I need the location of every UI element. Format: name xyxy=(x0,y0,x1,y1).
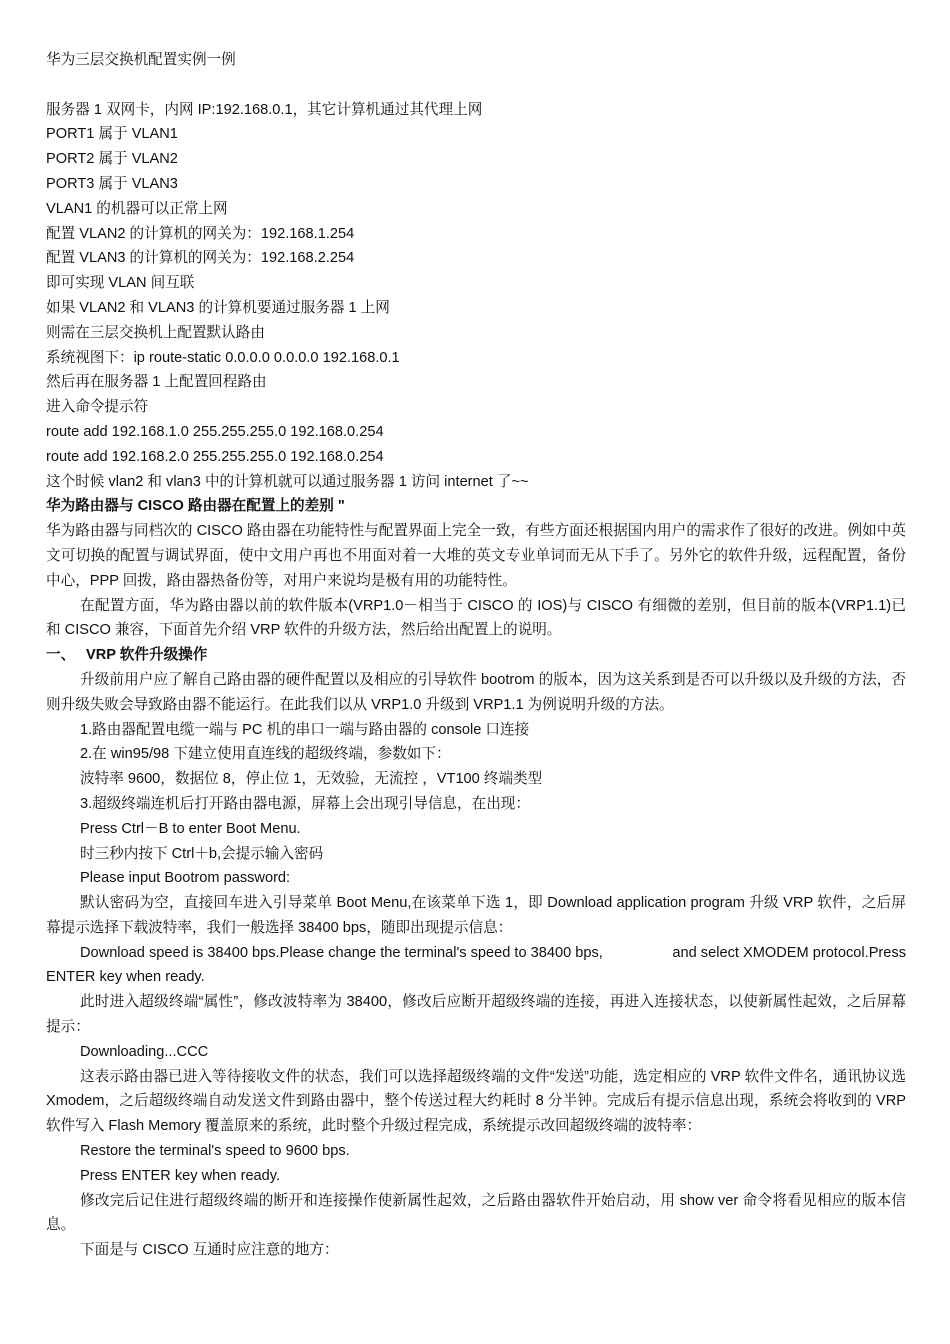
doc-line: 然后再在服务器 1 上配置回程路由 xyxy=(46,374,267,391)
terminal-params: 波特率 9600，数据位 8，停止位 1，无效验，无流控 ，VT100 终端类型 xyxy=(80,771,543,788)
downloading-status: Downloading...CCC xyxy=(80,1043,209,1060)
waiting-paragraph: 这表示路由器已进入等待接收文件的状态，我们可以选择超级终端的文件“发送”功能，选定相应的 VRP 软件文件名，通讯协议选 Xmodem，之后超级终端自动发送文件到路由器中，整个传送过程大约耗时 8 分半钟。完成后有提示信息出现，系统会将收到的 VRP 软件写入 Flash Memory 覆盖原来的系统，此时整个升级过程完成，系统提示改回超级终端的波特率： xyxy=(46,1068,906,1135)
attributes-paragraph: 此时进入超级终端“属性”，修改波特率为 38400，修改后应断开超级终端的连接，再进入连接状态，以使新属性起效，之后屏幕提示： xyxy=(46,994,906,1036)
within-3-seconds: 时三秒内按下 Ctrl＋b,会提示输入密码 xyxy=(80,845,324,862)
doc-line: 系统视图下：ip route-static 0.0.0.0 0.0.0.0 192.168.0.1 xyxy=(46,349,400,366)
doc-line: 这个时候 vlan2 和 vlan3 中的计算机就可以通过服务器 1 访问 internet 了~~ xyxy=(46,473,529,490)
enter-key-ready: ENTER key when ready. xyxy=(46,969,205,986)
config-paragraph: 在配置方面，华为路由器以前的软件版本(VRP1.0－相当于 CISCO 的 IOS)与 CISCO 有细微的差别，但目前的版本(VRP1.1)已和 CISCO 兼容，下面首先介绍 VRP 软件的升级方法，然后给出配置上的说明。 xyxy=(46,597,906,639)
heading-vrp-upgrade xyxy=(46,643,906,668)
doc-line: 服务器 1 双网卡，内网 IP:192.168.0.1，其它计算机通过其代理上网 xyxy=(46,101,483,118)
doc-line: route add 192.168.2.0 255.255.255.0 192.168.0.254 xyxy=(46,448,384,465)
doc-line: PORT2 属于 VLAN2 xyxy=(46,151,178,168)
download-speed-line xyxy=(46,941,906,966)
heading-text: VRP 软件升级操作 xyxy=(86,647,208,664)
download-speed-part-b: and select XMODEM protocol.Press xyxy=(672,944,906,961)
doc-title: 华为三层交换机配置实例一例 xyxy=(46,52,236,68)
step-2: 2.在 win95/98 下建立使用直连线的超级终端，参数如下： xyxy=(80,746,451,763)
step-1: 1.路由器配置电缆一端与 PC 机的串口一端与路由器的 console 口连接 xyxy=(80,721,530,738)
doc-line: VLAN1 的机器可以正常上网 xyxy=(46,200,228,217)
after-paragraph: 修改完后记住进行超级终端的断开和连接操作使新属性起效，之后路由器软件开始启动，用 show ver 命令将看见相应的版本信息。 xyxy=(46,1192,906,1234)
section-title: 华为路由器与 CISCO 路由器在配置上的差别 " xyxy=(46,498,345,515)
heading-number: 一、 xyxy=(46,647,76,664)
doc-line: 如果 VLAN2 和 VLAN3 的计算机要通过服务器 1 上网 xyxy=(46,299,390,316)
doc-line: 配置 VLAN3 的计算机的网关为：192.168.2.254 xyxy=(46,250,355,267)
press-ctrl-b: Press Ctrl－B to enter Boot Menu. xyxy=(80,820,301,837)
default-password-paragraph: 默认密码为空，直接回车进入引导菜单 Boot Menu,在该菜单下选 1，即 Download application program 升级 VRP 软件，之后屏幕提示选择下载波特率，我们一般选择 38400 bps，随即出现提示信息： xyxy=(46,895,906,936)
document-page xyxy=(46,48,906,1263)
doc-line: 进入命令提示符 xyxy=(46,399,149,416)
download-speed-part-a: Download speed is 38400 bps.Please change the terminal's speed to 38400 bps, xyxy=(80,944,603,961)
blank-line xyxy=(46,73,906,98)
doc-line: 即可实现 VLAN 间互联 xyxy=(46,275,195,292)
doc-line: PORT1 属于 VLAN1 xyxy=(46,126,178,143)
press-enter: Press ENTER key when ready. xyxy=(80,1167,281,1184)
doc-line: 配置 VLAN2 的计算机的网关为：192.168.1.254 xyxy=(46,225,355,242)
upgrade-paragraph: 升级前用户应了解自己路由器的硬件配置以及相应的引导软件 bootrom 的版本，因为这关系到是否可以升级以及升级的方法，否则升级失败会导致路由器不能运行。在此我们以从 VRP1.0 升级到 VRP1.1 为例说明升级的方法。 xyxy=(46,671,906,713)
cisco-note: 下面是与 CISCO 互通时应注意的地方： xyxy=(80,1242,339,1259)
doc-line: route add 192.168.1.0 255.255.255.0 192.168.0.254 xyxy=(46,423,384,440)
intro-paragraph: 华为路由器与同档次的 CISCO 路由器在功能特性与配置界面上完全一致，有些方面还根据国内用户的需求作了很好的改进。例如中英文可切换的配置与调试界面，使中文用户再也不用面对着一大堆的英文专业单词而无从下手了。另外它的软件升级，远程配置，备份中心，PPP 回拨，路由器热备份等，对用户来说均是极有用的功能特性。 xyxy=(46,523,906,589)
step-3: 3.超级终端连机后打开路由器电源，屏幕上会出现引导信息，在出现： xyxy=(80,795,530,812)
restore-speed: Restore the terminal's speed to 9600 bps. xyxy=(80,1143,350,1160)
doc-line: 则需在三层交换机上配置默认路由 xyxy=(46,324,265,341)
input-password-prompt: Please input Bootrom password: xyxy=(80,870,291,887)
doc-line: PORT3 属于 VLAN3 xyxy=(46,175,178,192)
